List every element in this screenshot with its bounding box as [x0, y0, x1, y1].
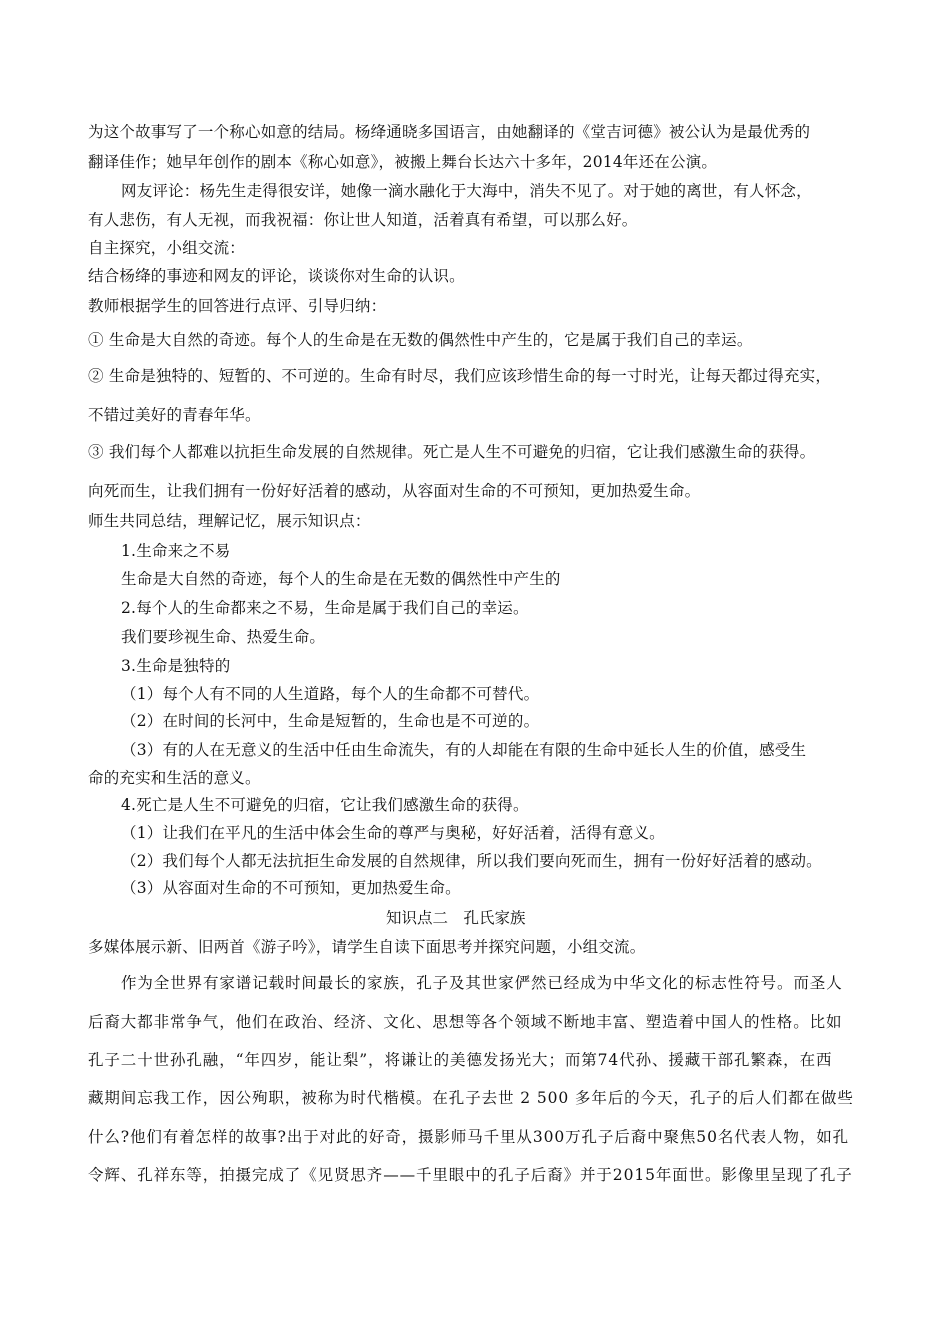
- list-item: （3）从容面对生命的不可预知，更加热爱生命。: [121, 879, 461, 897]
- text-line: 什么?他们有着怎样的故事?出于对此的好奇，摄影师马千里从300万孔子后裔中聚焦50名代表人物，如孔: [88, 1128, 850, 1146]
- knowledge-point: 1.生命来之不易: [121, 542, 231, 560]
- text-line: 翻译佳作；她早年创作的剧本《称心如意》，被搬上舞台长达六十多年，2014年还在公演。: [88, 153, 718, 171]
- text-line: 为这个故事写了一个称心如意的结局。杨绛通晓多国语言，由她翻译的《堂吉诃德》被公认为是最优秀的: [88, 123, 811, 141]
- text-line: 后裔大都非常争气，他们在政治、经济、文化、思想等各个领域不断地丰富、塑造着中国人的性格。比如: [88, 1013, 843, 1031]
- text-line: 藏期间忘我工作，因公殉职，被称为时代楷模。在孔子去世 2 500 多年后的今天，孔子的后人们都在做些: [88, 1089, 854, 1107]
- text-line: 不错过美好的青春年华。: [88, 406, 261, 424]
- list-item: ③ 我们每个人都难以抗拒生命发展的自然规律。死亡是人生不可避免的归宿，它让我们感激生命的获得。: [88, 443, 816, 461]
- list-item: （1）每个人有不同的人生道路，每个人的生命都不可替代。: [121, 685, 540, 703]
- list-item: （2）我们每个人都无法抗拒生命发展的自然规律，所以我们要向死而生，拥有一份好好活着的感动。: [121, 852, 822, 870]
- knowledge-point: 3.生命是独特的: [121, 657, 231, 675]
- text-line: 自主探究，小组交流：: [88, 239, 246, 257]
- text-line: 孔子二十世孙孔融，“年四岁，能让梨”，将谦让的美德发扬光大；而第74代孙、援藏干部孔繁森，在西: [88, 1051, 833, 1069]
- text-line: 令辉、孔祥东等，拍摄完成了《见贤思齐——千里眼中的孔子后裔》并于2015年面世。影像里呈现了孔子: [88, 1166, 853, 1184]
- text-line: 教师根据学生的回答进行点评、引导归纳：: [88, 297, 387, 315]
- list-item: ① 生命是大自然的奇迹。每个人的生命是在无数的偶然性中产生的，它是属于我们自己的幸运。: [88, 331, 753, 349]
- text-line: 向死而生，让我们拥有一份好好活着的感动，从容面对生命的不可预知，更加热爱生命。: [88, 482, 701, 500]
- text-line: 生命是大自然的奇迹，每个人的生命是在无数的偶然性中产生的: [121, 570, 561, 588]
- text-line: 我们要珍视生命、热爱生命。: [121, 628, 326, 646]
- knowledge-point: 4.死亡是人生不可避免的归宿，它让我们感激生命的获得。: [121, 796, 529, 814]
- text-line: 命的充实和生活的意义。: [88, 769, 261, 787]
- text-line: 作为全世界有家谱记载时间最长的家族，孔子及其世家俨然已经成为中华文化的标志性符号。而圣人: [121, 974, 843, 992]
- text-line: 结合杨绛的事迹和网友的评论，谈谈你对生命的认识。: [88, 267, 465, 285]
- knowledge-point: 2.每个人的生命都来之不易，生命是属于我们自己的幸运。: [121, 599, 529, 617]
- list-item: （2）在时间的长河中，生命是短暂的，生命也是不可逆的。: [121, 712, 540, 730]
- text-line: 网友评论：杨先生走得很安详，她像一滴水融化于大海中，消失不见了。对于她的离世，有人怀念，: [121, 182, 812, 200]
- text-line: 有人悲伤，有人无视，而我祝福：你让世人知道，活着真有希望，可以那么好。: [88, 211, 638, 229]
- text-line: 师生共同总结，理解记忆，展示知识点：: [88, 512, 371, 530]
- list-item: ② 生命是独特的、短暂的、不可逆的。生命有时尽，我们应该珍惜生命的每一寸时光，让每天都过得充实，: [88, 367, 832, 385]
- section-heading: 知识点二 孔氏家族: [386, 909, 526, 927]
- list-item: （1）让我们在平凡的生活中体会生命的尊严与奥秘，好好活着，活得有意义。: [121, 824, 665, 842]
- list-item: （3）有的人在无意义的生活中任由生命流失，有的人却能在有限的生命中延长人生的价值，感受生: [121, 741, 807, 759]
- text-line: 多媒体展示新、旧两首《游子吟》，请学生自读下面思考并探究问题，小组交流。: [88, 938, 646, 956]
